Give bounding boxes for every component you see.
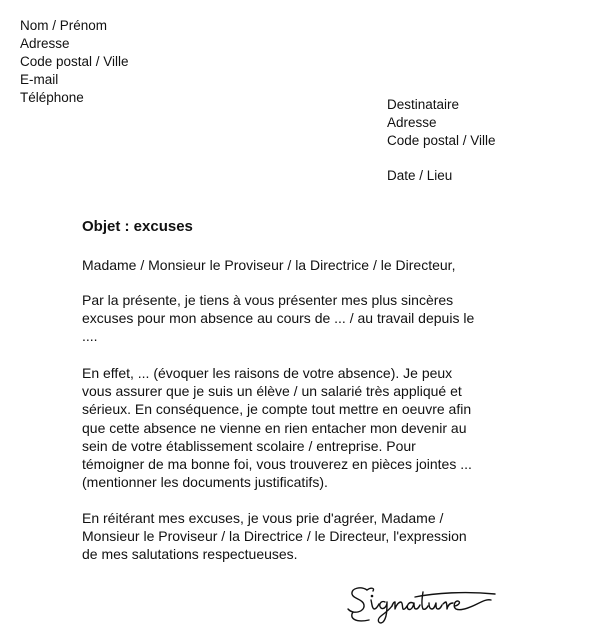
text-line: de mes salutations respectueuses. xyxy=(82,546,298,563)
text-line: sérieux. En conséquence, je compte tout mettre en oeuvre afin xyxy=(82,401,472,418)
text-line: Monsieur le Proviseur / la Directrice / le Directeur, l'expression xyxy=(82,528,467,545)
paragraph-closing xyxy=(82,509,467,564)
text-line: En effet, ... (évoquer les raisons de votre absence). Je peux xyxy=(82,365,453,381)
text-line: excuses pour mon absence au cours de ... / au travail depuis le xyxy=(82,310,475,327)
subject-line: Objet : excuses xyxy=(82,218,193,235)
text-line: sein de votre établissement scolaire / entreprise. Pour xyxy=(82,437,416,454)
recipient-postal-city: Code postal / Ville xyxy=(387,133,496,148)
text-line: témoigner de ma bonne foi, vous trouverez en pièces jointes ... xyxy=(82,456,472,473)
signature-icon xyxy=(345,582,505,627)
text-line: .... xyxy=(82,328,98,345)
handwritten-signature xyxy=(345,582,505,627)
recipient-address: Adresse xyxy=(387,115,437,130)
sender-address: Adresse xyxy=(20,36,70,51)
date-place: Date / Lieu xyxy=(387,168,453,183)
text-line: vous assurer que je suis un élève / un salarié très appliqué et xyxy=(82,383,462,400)
paragraph-intro xyxy=(82,291,474,346)
recipient-block xyxy=(387,96,496,185)
paragraph-reasons xyxy=(82,364,472,491)
recipient-name: Destinataire xyxy=(387,97,460,112)
sender-phone: Téléphone xyxy=(20,90,84,105)
sender-email: E-mail xyxy=(20,72,59,87)
salutation: Madame / Monsieur le Proviseur / la Directrice / le Directeur, xyxy=(82,257,456,273)
text-line: que cette absence ne vienne en rien entacher mon devenir au xyxy=(82,419,467,436)
text-line: (mentionner les documents justificatifs). xyxy=(82,474,328,491)
sender-block xyxy=(20,17,129,107)
sender-name: Nom / Prénom xyxy=(20,18,108,33)
sender-postal-city: Code postal / Ville xyxy=(20,54,129,69)
text-line: Par la présente, je tiens à vous présenter mes plus sincères xyxy=(82,292,454,308)
text-line: En réitérant mes excuses, je vous prie d'agréer, Madame / xyxy=(82,510,444,526)
